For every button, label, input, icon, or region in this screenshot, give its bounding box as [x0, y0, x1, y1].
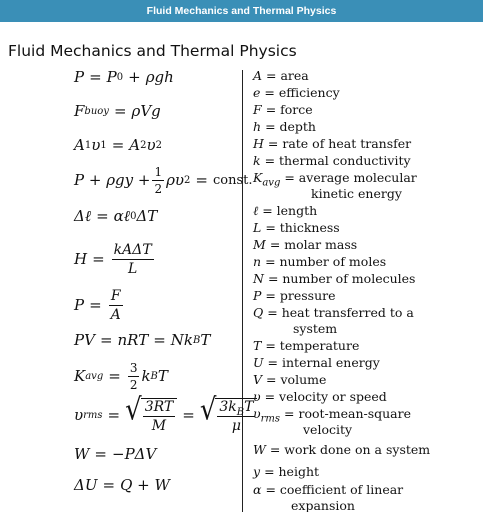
legend-item	[253, 138, 411, 151]
legend-definition: = thickness	[265, 220, 340, 235]
app-bar	[0, 0, 483, 22]
legend-symbol-subscript: avg	[262, 177, 281, 189]
legend-item	[253, 444, 430, 457]
legend-definition: = rate of heat transfer	[267, 136, 412, 151]
legend-item	[253, 205, 317, 218]
legend-symbol: A	[253, 68, 263, 83]
legend-definition: = pressure	[265, 288, 336, 303]
legend-definition: = work done on a system	[269, 442, 431, 457]
legend-item	[253, 155, 411, 168]
legend-item	[253, 466, 319, 479]
legend-symbol: K	[253, 170, 263, 185]
equation-thermal-expansion: Δℓ = αℓ 0 ΔT	[74, 207, 158, 225]
equation-work: W = −PΔV	[74, 445, 157, 463]
app-bar-title: Fluid Mechanics and Thermal Physics	[146, 5, 337, 17]
column-divider	[242, 70, 243, 512]
equation-continuity: A 1 υ 1 = A 2 υ 2	[74, 136, 163, 154]
legend-symbol: h	[253, 119, 262, 134]
legend-item	[253, 222, 340, 235]
legend-symbol: V	[253, 372, 263, 387]
legend-symbol: y	[253, 464, 261, 479]
legend-item	[253, 70, 309, 83]
equation-heat-rate: H = $\frac{\text{kAΔT}}{L}$	[74, 242, 152, 277]
legend-symbol: W	[253, 442, 266, 457]
legend-symbol: F	[253, 102, 262, 117]
legend-item	[253, 391, 387, 404]
legend-definition: = coefficient of linear	[265, 482, 404, 497]
legend-item	[253, 406, 412, 437]
legend-item	[253, 290, 336, 303]
legend-symbol: Q	[253, 305, 264, 320]
legend-item	[253, 239, 357, 252]
legend-definition: = molar mass	[269, 237, 358, 252]
equation-pressure-depth: P = P 0 + ρgh	[74, 68, 174, 86]
legend-symbol: e	[253, 85, 261, 100]
legend-symbol-subscript: rms	[260, 413, 281, 425]
legend-item	[253, 170, 417, 201]
equation-rms-speed: υ rms = √ $\frac{3RT}{M}$ = √ $\frac{3k_BT}{\mu}$	[74, 398, 257, 433]
legend-definition-continued: kinetic energy	[311, 186, 402, 201]
legend-symbol: U	[253, 355, 264, 370]
legend-item	[253, 357, 380, 370]
legend-item	[253, 482, 404, 512]
equation-first-law: ΔU = Q + W	[74, 476, 170, 494]
legend-definition: = velocity or speed	[264, 389, 387, 404]
legend-symbol: T	[253, 338, 262, 353]
legend-item	[253, 273, 415, 286]
legend-item	[253, 305, 414, 336]
legend-item	[253, 121, 316, 134]
equation-bernoulli: P + ρgy + $\frac{1}{2}$ ρυ 2 = const.	[74, 165, 253, 196]
equation-buoyant-force: F buoy = ρVg	[74, 102, 161, 120]
legend-definition: = efficiency	[264, 85, 340, 100]
legend-symbol: υ	[253, 406, 261, 421]
legend-definition: = force	[265, 102, 313, 117]
legend-symbol: ℓ	[253, 203, 259, 218]
legend-definition: = heat transferred to a	[267, 305, 414, 320]
legend-definition: = volume	[266, 372, 327, 387]
legend-item	[253, 374, 326, 387]
legend-definition: = root-mean-square	[284, 406, 412, 421]
legend-symbol: H	[253, 136, 264, 151]
legend-item	[253, 256, 386, 269]
legend-definition-continued: expansion	[291, 498, 355, 512]
legend-symbol: α	[253, 482, 262, 497]
equation-kinetic-energy: K avg = $\frac{3}{2}$ k B T	[74, 361, 168, 392]
legend-symbol: N	[253, 271, 264, 286]
legend-definition: = average molecular	[284, 170, 417, 185]
legend-symbol: υ	[253, 389, 261, 404]
legend-symbol: P	[253, 288, 262, 303]
legend-symbol: M	[253, 237, 266, 252]
legend-symbol: L	[253, 220, 262, 235]
legend-symbol: k	[253, 153, 261, 168]
legend-definition: = thermal conductivity	[264, 153, 411, 168]
legend-definition: = depth	[265, 119, 316, 134]
legend-item	[253, 87, 340, 100]
legend-definition: = height	[264, 464, 320, 479]
equation-pressure-definition: P = $\frac{F}{A}$	[74, 288, 121, 323]
legend-definition: = number of molecules	[267, 271, 416, 286]
legend-definition: = internal energy	[267, 355, 380, 370]
page-title: Fluid Mechanics and Thermal Physics	[8, 42, 297, 60]
legend-definition: = length	[262, 203, 318, 218]
equation-ideal-gas: PV = nRT = Nk B T	[74, 331, 211, 349]
legend-definition-continued: velocity	[303, 422, 353, 437]
legend-item	[253, 340, 359, 353]
legend-symbol: n	[253, 254, 262, 269]
legend-definition-continued: system	[293, 321, 338, 336]
legend-definition: = area	[266, 68, 309, 83]
legend-definition: = temperature	[265, 338, 360, 353]
legend-definition: = number of moles	[265, 254, 387, 269]
legend-item	[253, 104, 313, 117]
